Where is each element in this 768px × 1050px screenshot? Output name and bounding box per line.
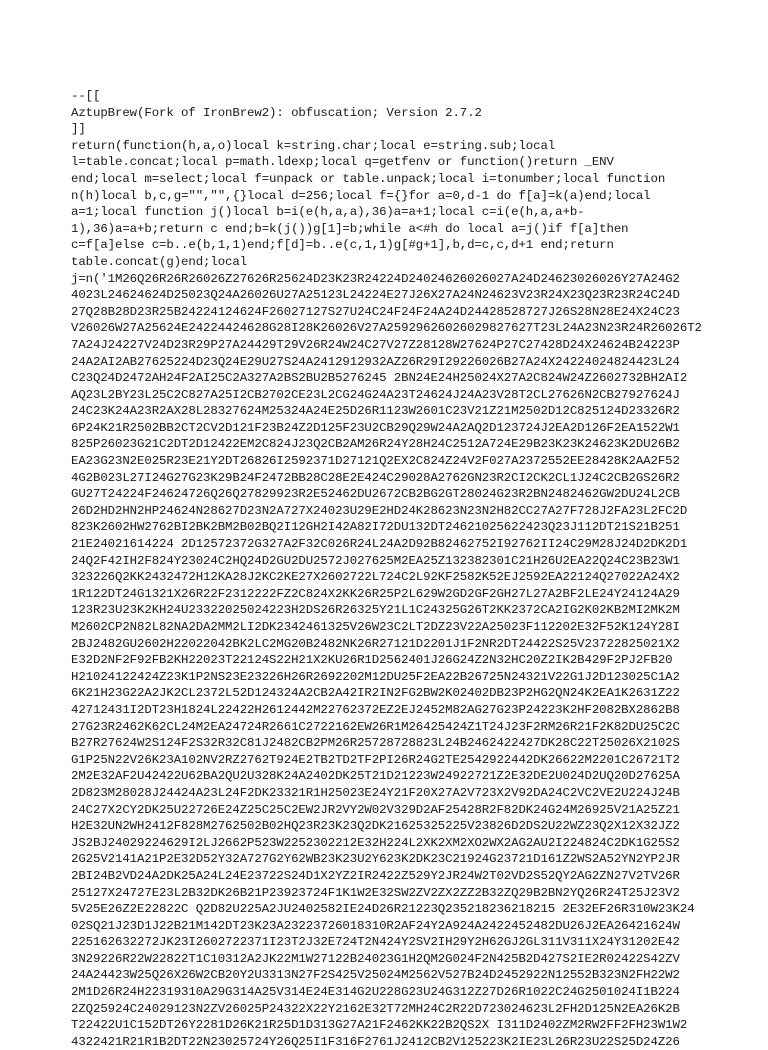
code-line: 24Q2F42IH2F824Y23024C2HQ24D2GU2DU2572J027625M2EA25Z132382301C21H26U2EA22Q24C23B23W1 bbox=[71, 553, 680, 568]
code-document bbox=[71, 88, 761, 1050]
code-line: 6P24K21R2502BB2CT2CV2D121F23B24Z2D125F23U2CB29Q29W24A2AQ2D123724J2EA2D126F2EA1522W1 bbox=[71, 420, 680, 435]
code-line: 323226Q2KK2432472H12KA28J2KC2KE27X2602722L724C2L92KF2582K52EJ2592EA22124Q27022A24X2 bbox=[71, 570, 680, 585]
code-line: --[[ bbox=[71, 89, 101, 103]
code-line: 25127X24727E23L2B32DK26B21P23923724F1K1W2E32SW2ZV2ZX2ZZ2B32ZQ29B2BN2YQ26R24T25J23V2 bbox=[71, 885, 680, 900]
code-line: 825P26023G21C2DT2D12422EM2C824J23Q2CB2AM26R24Y28H24C2512A724E29B23K23K24623K2DU26B2 bbox=[71, 437, 680, 452]
code-line: 27Q28B28D23R25B24224124624F26027127S27U24C24F24F24A24D24428528727J26S28N28E24X24C23 bbox=[71, 304, 680, 319]
code-line: 225162632272JK23I2602722371I23T2J32E724T2N424Y2SV2IH29Y2H62GJ2GL311V311X24Y31202E42 bbox=[71, 935, 680, 950]
code-line: E32D2NF2F92FB2KH22023T22124S22H21X2KU26R1D2562401J26G24Z2N32HC20Z2IK2B429F2PJ2FB20 bbox=[71, 653, 673, 668]
code-line: 42712431I2DT23H1824L22422H2612442M22762372EZ2EJ2452M82AG27G23P24223K2HF2082BX2862B8 bbox=[71, 702, 680, 717]
code-line: G1P25N22V26K23A102NV2RZ2762T924E2TB2TD2TF2PI26R24G2TE2542922442DK26622M2201C26721T2 bbox=[71, 752, 680, 767]
code-line: AQ23L2BY23L25C2C827A25I2CB2702CE23L2CG24G24A23T24624J24A23V28T2CL27626N2CB27927624J bbox=[71, 387, 680, 402]
code-line: 2BJ2482GU2602H22022042BK2LC2MG20B2482NK26R27121D2201J1F2NR2DT24422S25V23722825021X2 bbox=[71, 636, 680, 651]
code-line: 2ZQ25924C24029123N2ZV26025P24322X22Y2162E32T72MH24C2R22D723024623L2FH2D125N2EA26K2B bbox=[71, 1001, 680, 1016]
code-line: JS2BJ24029224629I2LJ2662P523W2252302212E32H224L2XK2XM2XO2WX2AG2AU2I224824C2DK1G25S2 bbox=[71, 835, 680, 850]
code-line: 4023L24624624D25023Q24A26026U27A25123L24224E27J26X27A24N24623V23R24X23Q23R23R24C24D bbox=[71, 288, 680, 303]
code-line: GU27T24224F24624726Q26Q27829923R2E52462DU2672CB2BG2GT28024G23R2BN2482462GW2DU24L2CB bbox=[71, 487, 680, 502]
code-line: 2D823M28028J24424A23L24F2DK23321R1H25023E24Y21F20X27A2V723X2V92DA24C2VC2VE2U224J24B bbox=[71, 785, 680, 800]
code-line: 2M2E32AF2U42422U62BA2QU2U328K24A2402DK25T21D21223W24922721Z2E32DE2U024D2UQ20D27625A bbox=[71, 769, 680, 784]
code-line: H21024122424Z23K1P2NS23E23226H26R2692202M12DU25F2EA22B26725N24321V22G1J2D123025C1A2 bbox=[71, 669, 680, 684]
code-line: a=1;local function j()local b=i(e(h,a,a),36)a=a+1;local c=i(e(h,a,a+b- bbox=[71, 205, 585, 220]
code-line: 2M1D26R24H22319310A29G314A25V314E24E314G2U228G23U24G312Z27D26R1022C24G2501024I1B224 bbox=[71, 985, 680, 1000]
code-line: c=f[a]else c=b..e(b,1,1)end;f[d]=b..e(c,1,1)g[#g+1],b,d=c,c,d+1 end;return bbox=[71, 238, 614, 253]
code-line: 4322421R21R1B2DT22N23025724Y26Q25I1F316F2761J2412CB2V125223K2IE23L26R23U22S25D24Z26 bbox=[71, 1034, 680, 1049]
code-line: T22422U1C152DT26Y2281D26K21R25D1D313G27A21F2462KK22B2QS2X I311D2402ZM2RW2FF2FH23W1W2 bbox=[71, 1018, 688, 1033]
code-line: 3N29226R22W22822T1C10312A2JK22M1W27122B24023G1H2QM2G024F2N425B2D427S2IE2R02422S42ZV bbox=[71, 951, 680, 966]
code-line: 24A2AI2AB27625224D23Q24E29U27S24A2412912932AZ26R29I29226026B27A24X24224024824423L24 bbox=[71, 354, 680, 369]
code-line: 823K2602HW2762BI2BK2BM2B02BQ2I12GH2I42A82I72DU132DT24621025622423Q23J112DT21S21B251 bbox=[71, 520, 680, 535]
code-line: 02SQ21J23D1J22B21M142DT23K23A23223726018310R2AF24Y2A924A2422452482DU26J2EA26421624W bbox=[71, 918, 680, 933]
code-line: l=table.concat;local p=math.ldexp;local q=getfenv or function()return _ENV bbox=[71, 155, 614, 170]
code-line: 5V25E26Z2E22822C Q2D82U225A2JU2402582IE24D26R21223Q235218236218215 2E32EF26R310W23K24 bbox=[71, 902, 695, 917]
code-line: j=n('1M26Q26R26R26026Z27626R25624D23K23R24224D24024626026027A24D24623026026Y27A24G2 bbox=[71, 271, 680, 286]
code-line: ]] bbox=[71, 122, 86, 137]
code-line: M2602CP2N82L82NA2DA2MM2LI2DK2342461325V26W23C2LT2DZ23V22A25023F112202E32F52K124Y28I bbox=[71, 620, 680, 634]
code-line: 24C27X2CY2DK25U22726E24Z25C25C2EW2JR2VY2W02V329D2AF25428R2F82DK24G24M26925V21A25Z21 bbox=[71, 802, 680, 817]
code-line: 24C23K24A23R2AX28L28327624M25324A24E25D26R1123W2601C23V21Z21M2502D12C825124D23326R2 bbox=[71, 404, 680, 419]
code-line: 1R122DT24G1321X26R22F2312222FZ2C824X2KK26R25P2L629W2GD2GF2GH27L27A2BF2LE24Y24124A29 bbox=[71, 586, 680, 601]
code-line: 4G2B023L27I24G27G23K29B24F2472BB28C28E2E424C29028A2762GN23R2CI2CK2CL1J24C2CB2GS26R2 bbox=[71, 470, 680, 485]
code-line: B27R27624W2S124F2S32R32C81J2482CB2PM26R25728728823L24B2462422427DK28C22T25026X2102S bbox=[71, 736, 680, 751]
code-line: 27G23R2462K62CL24M2EA24724R2661C2722162EW26R1M26425424Z1T24J23F2RM26R21F2K82DU25C2C bbox=[71, 719, 680, 734]
code-line: 24A24423W25Q26X26W2CB20Y2U3313N27F2S425V25024M2562V527B24D2452922N12552B323N2FH22W2 bbox=[71, 968, 680, 983]
code-line: 2G25V2141A21P2E32D52Y32A727G2Y62WB23K23U2Y623K2DK23C21924G23721D161Z2WS2A52YN2YP2JR bbox=[71, 852, 680, 867]
code-line: EA23G23N2E025R23E21Y2DT26826I2592371D27121Q2EX2C824Z24V2F027A2372552EE28428K2AA2F52 bbox=[71, 454, 680, 469]
code-line: end;local m=select;local f=unpack or table.unpack;local i=tonumber;local function bbox=[71, 171, 666, 186]
code-line: C23Q24D2472AH24F2AI25C2A327A2BS2BU2B5276245 2BN24E24H25024X27A2C824W24Z2602732BH2AI2 bbox=[71, 371, 688, 386]
code-line: 6K21H23G22A2JK2CL2372L52D124324A2CB2A42IR2IN2FG2BW2K02402DB23P2HG2QN24K2EA1K2631Z22 bbox=[71, 686, 680, 701]
code-line: AztupBrew(Fork of IronBrew2): obfuscation; Version 2.7.2 bbox=[71, 105, 482, 120]
code-line: return(function(h,a,o)local k=string.char;local e=string.sub;local bbox=[71, 138, 556, 153]
code-line: 26D2HD2HN2HP24624N28627D23N2A727X24023U29E2HD24K28623N23N2H82CC27A27F728J2FA23L2FC2D bbox=[71, 503, 688, 518]
code-line: 21E24021614224 2D12572372G327A2F32C026R24L24A2D92B82462752I92762II24C29M28J24D2DK2D1 bbox=[71, 537, 688, 552]
code-line: 1),36)a=a+b;return c end;b=k(j())g[1]=b;while a<#h do local a=j()if f[a]then bbox=[71, 221, 629, 236]
code-line: n(h)local b,c,g="","",{}local d=256;local f={}for a=0,d-1 do f[a]=k(a)end;local bbox=[71, 188, 651, 203]
code-line: 123R23U23K2KH24U23322025024223H2DS26R26325Y21L1C24325G26T2KK2372CA2IG2K02KB2MI2MK2M bbox=[71, 603, 680, 618]
code-line: H2E32UN2WH2412F828M2762502B02HQ23R23K23Q2DK21625325225V23826D2DS2U22WZ23Q2X12X32JZ2 bbox=[71, 819, 680, 834]
code-line: table.concat(g)end;local bbox=[71, 254, 248, 269]
code-line: V26026W27A25624E24224424628G28I28K26026V27A25929626026029827627T23L24A23N23R24R26026T2 bbox=[71, 321, 702, 336]
code-line: 2BI24B2VD24A2DK25A24L24E23722S24D1X2YZ2IR2422Z529Y2JR24W2T02VD2S52QY2AG2ZN27V2TV26R bbox=[71, 868, 680, 883]
code-line: 7A24J24227V24D23R29P27A24429T29V26R24W24C27V27Z28128W27624P27C27428D24X24624B24223P bbox=[71, 337, 680, 352]
